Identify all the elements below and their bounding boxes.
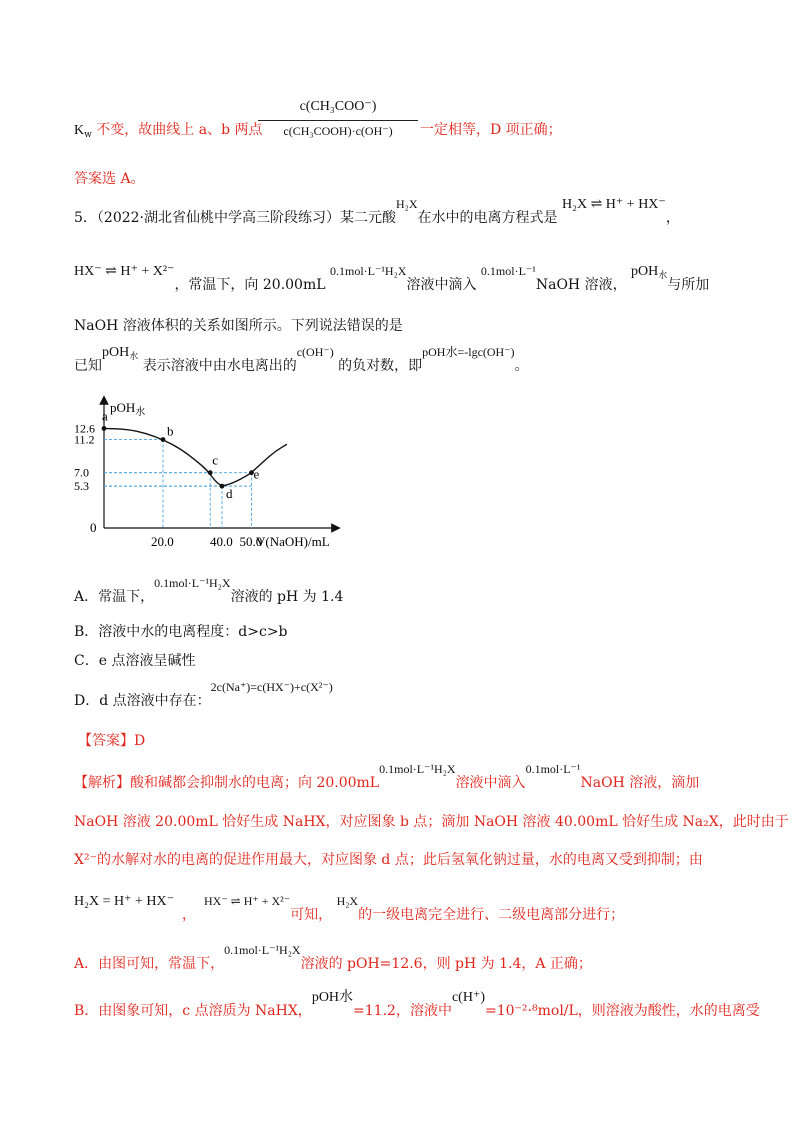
point-label-c: c (212, 452, 218, 468)
y-tick-label: 5.3 (74, 479, 89, 494)
analysis-line-5: A．由图可知，常温下，0.1mol·L⁻¹H₂X溶液的 pOH=12.6，则 pH 为 1.4，A 正确； (74, 943, 592, 972)
fraction-denominator: c(CH₃COOH)·c(OH⁻) (283, 124, 393, 138)
question-line-3: NaOH 溶液体积的关系如图所示。下列说法错误的是 (74, 318, 403, 334)
poh-symbol-2: pOH$_水$ (102, 345, 139, 361)
option-d (74, 680, 333, 711)
analysis-equation-2: HX⁻ ⇌ H⁺ + X²⁻ (204, 894, 291, 908)
question-stem-6: 与所加 (667, 277, 710, 293)
option-c: C．e 点溶液呈碱性 (74, 653, 196, 669)
poh-volume-chart (74, 392, 344, 552)
option-a-tail: 溶液的 pH 为 1.4 (230, 589, 344, 605)
fraction (258, 98, 418, 144)
question-stem-9: 的负对数，即 (338, 358, 423, 374)
option-a-key: A．常温下， (74, 589, 155, 605)
answer-label: 【答案】D (78, 733, 146, 749)
equation-2: HX⁻ ⇌ H⁺ + X²⁻ (74, 264, 175, 279)
kw-text: 不变，故曲线上 a、b 两点 (96, 122, 263, 138)
analysis-formula-2: 0.1mol·L⁻¹ (525, 762, 581, 776)
option-a-formula: 0.1mol·L⁻¹H₂X (154, 576, 231, 590)
concentration-2: 0.1mol·L⁻¹ (480, 264, 536, 278)
analysis-formula-5: pOH水 (311, 990, 354, 1005)
x-axis-label: V(NaOH)/mL (256, 534, 330, 549)
question-stem-2: 在水中的电离方程式是 (417, 210, 558, 226)
question-stem-4: 溶液中滴入 (406, 277, 477, 293)
prev-answer-line: 答案选 A。 (74, 171, 145, 187)
question-line-2 (74, 264, 710, 299)
analysis-formula-3: H₂X (336, 894, 359, 908)
y-axis-label: pOH$_水$ (110, 400, 146, 418)
c-oh: c(OH⁻) (296, 345, 334, 359)
option-d-key: D．d 点溶液中存在： (74, 693, 211, 709)
fraction-numerator: c(CH₃COO⁻) (299, 99, 377, 114)
analysis-formula-1: 0.1mol·L⁻¹H₂X (379, 762, 456, 776)
question-stem-3: ，常温下，向 20.00mL (174, 277, 326, 293)
analysis-line-6: B．由图象可知，c 点溶质为 NaHX，pOH水=11.2，溶液中c(H⁺)=10⁻²·⁸mol/L，则溶液为酸性，水的电离受 (74, 990, 760, 1019)
concentration-1: 0.1mol·L⁻¹H₂X (330, 264, 407, 278)
point-label-b: b (167, 423, 174, 439)
equation-1: H₂X ⇌ H⁺ + HX⁻ (561, 197, 666, 212)
comma: ， (665, 210, 680, 226)
analysis-line-4: H₂X = H⁺ + HX⁻，HX⁻ ⇌ H⁺ + X²⁻可知， H₂X的一级电离完全进行、二级电离部分进行； (74, 894, 625, 923)
y-tick-label: 12.6 (74, 421, 95, 436)
kw-tail: 一定相等，D 项正确； (420, 122, 562, 138)
period: 。 (514, 358, 529, 374)
x-tick-label: 20.0 (151, 534, 174, 549)
y-tick-label: 11.2 (74, 432, 95, 447)
analysis-line-1: 【解析】酸和碱都会抑制水的电离；向 20.00mL0.1mol·L⁻¹H₂X溶液中滴入0.1mol·L⁻¹NaOH 溶液，滴加 (74, 762, 700, 791)
poh-definition: pOH水=-lgc(OH⁻) (422, 345, 515, 359)
fraction-bar (258, 120, 418, 121)
option-a (74, 576, 344, 607)
point-c (208, 470, 213, 475)
analysis-formula-4: 0.1mol·L⁻¹H₂X (224, 943, 301, 957)
poh-symbol: pOH$_水$ (631, 264, 668, 280)
point-d (220, 484, 225, 489)
question-stem-5: NaOH 溶液， (535, 277, 627, 293)
y-tick-label: 7.0 (74, 465, 89, 480)
question-stem-8: 表示溶液中由水电离出的 (142, 358, 297, 374)
question-line-1 (74, 197, 680, 229)
kw-subscript: w (84, 130, 92, 140)
analysis-equation-1: H₂X = H⁺ + HX⁻ (74, 894, 175, 909)
point-a (102, 426, 107, 431)
point-label-e: e (253, 466, 260, 482)
analysis-line-3: X²⁻的水解对水的电离的促进作用最大，对应图象 d 点；此后氢氧化钠过量，水的电离又受到抑制；由 (74, 852, 703, 868)
option-b: B．溶液中水的电离程度：d>c>b (74, 624, 288, 640)
formula-h2x: H₂X (396, 197, 418, 211)
poh-curve (104, 428, 287, 485)
analysis-line-2: NaOH 溶液 20.00mL 恰好生成 NaHX，对应图象 b 点；滴加 NaOH 溶液 40.00mL 恰好生成 Na₂X，此时由于 (74, 814, 789, 830)
x-tick-label: 50.0 (239, 534, 263, 549)
point-label-d: d (226, 486, 233, 502)
origin-label: 0 (90, 520, 97, 535)
question-stem-1: 5．（2022·湖北省仙桃中学高三阶段练习）某二元酸 (74, 210, 396, 226)
question-stem-7: 已知 (74, 358, 102, 374)
point-label-a: a (102, 408, 108, 424)
kw-symbol: K (74, 123, 85, 138)
option-d-formula: 2c(Na⁺)=c(HX⁻)+c(X²⁻) (210, 680, 333, 694)
point-b (161, 437, 166, 442)
analysis-formula-6: c(H⁺) (451, 990, 485, 1005)
x-tick-label: 40.0 (210, 534, 233, 549)
question-line-4 (74, 345, 529, 380)
